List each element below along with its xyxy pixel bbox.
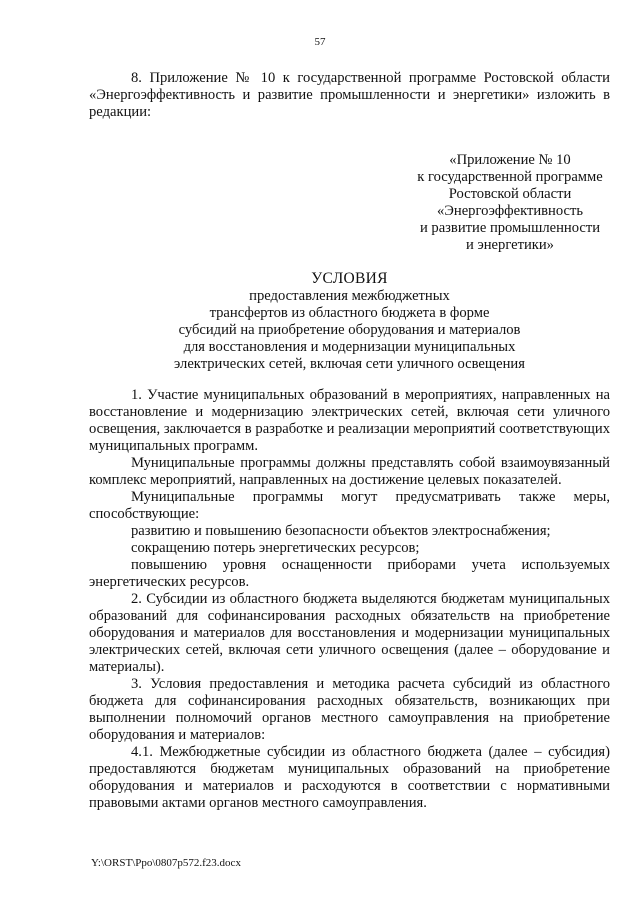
paragraph-4: развитию и повышению безопасности объектов электроснабжения; — [131, 523, 551, 539]
document-title — [89, 270, 610, 373]
intro-section — [89, 70, 610, 121]
title-line: субсидий на приобретение оборудования и материалов — [178, 322, 521, 338]
title-line: электрических сетей, включая сети уличного освещения — [174, 356, 525, 372]
appendix-reference — [390, 152, 630, 254]
file-path-footer: Y:\ORST\Ppo\0807p572.f23.docx — [91, 857, 241, 869]
title-heading: УСЛОВИЯ — [311, 270, 388, 287]
title-line: трансфертов из областного бюджета в форме — [209, 305, 490, 321]
appendix-line: «Приложение № 10 — [449, 152, 571, 168]
paragraph-3: Муниципальные программы могут предусматривать также меры, способствующие: — [89, 489, 610, 522]
appendix-line: и энергетики» — [466, 237, 554, 253]
paragraph-2: Муниципальные программы должны представлять собой взаимоувязанный комплекс мероприятий, направленных на достижение целевых показателей. — [89, 455, 610, 488]
title-line: предоставления межбюджетных — [249, 288, 450, 304]
main-text — [89, 387, 610, 812]
appendix-line: к государственной программе — [417, 169, 603, 185]
paragraph-8: 3. Условия предоставления и методика расчета субсидий из областного бюджета для софинансирования расходных обязательств, возникающих при выполнении полномочий органов местного самоуправления на приобретение оборудования и материалов: — [89, 676, 610, 743]
paragraph-1: 1. Участие муниципальных образований в мероприятиях, направленных на восстановление и модернизацию электрических сетей, включая сети уличного освещения, заключается в разработке и реализации мероприятий соответствующих муниципальных программ. — [89, 387, 610, 454]
page-number: 57 — [314, 36, 326, 48]
title-line: для восстановления и модернизации муниципальных — [183, 339, 516, 355]
appendix-line: и развитие промышленности — [419, 220, 601, 236]
appendix-line: «Энергоэффективность — [436, 203, 584, 219]
paragraph-5: сокращению потерь энергетических ресурсов; — [131, 540, 420, 556]
paragraph-6: повышению уровня оснащенности приборами учета используемых энергетических ресурсов. — [89, 557, 610, 590]
paragraph-9: 4.1. Межбюджетные субсидии из областного бюджета (далее – субсидия) предоставляются бюджетам муниципальных образований на приобретение оборудования и материалов и расходуются в соответствии с нормативными правовыми актами органов местного самоуправления. — [89, 744, 610, 811]
appendix-line: Ростовской области — [448, 186, 572, 202]
paragraph-7: 2. Субсидии из областного бюджета выделяются бюджетам муниципальных образований для софинансирования расходных обязательств на приобретение оборудования и материалов для восстановления и модернизации муниципальных электрических сетей, включая сети уличного освещения (далее – оборудование и материалы). — [89, 591, 610, 675]
intro-paragraph: 8. Приложение № 10 к государственной программе Ростовской области «Энергоэффективность и развитие промышленности и энергетики» изложить в редакции: — [89, 70, 610, 120]
